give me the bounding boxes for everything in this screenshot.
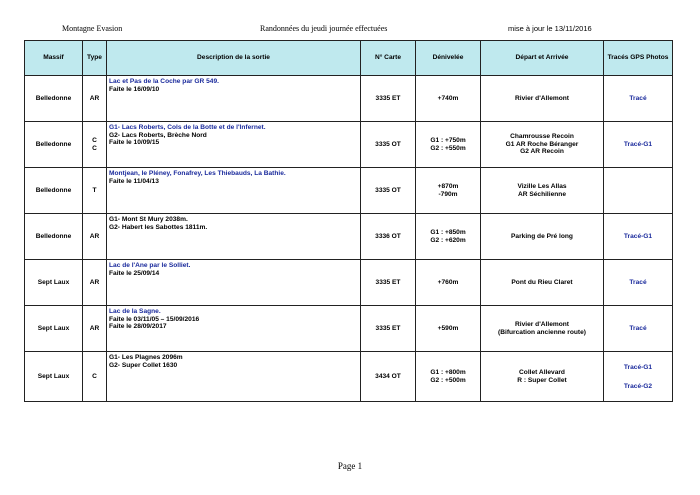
elevation-value: +760m: [437, 278, 459, 286]
cell-description: [107, 122, 361, 168]
description-line: G1- Les Plagnes 2096m: [109, 354, 183, 361]
type-code: AR: [89, 94, 100, 102]
description-line: Faite le 25/09/14: [109, 269, 160, 277]
elevation-value: +870m: [437, 182, 459, 190]
type-code: T: [92, 186, 97, 194]
description-line: Faite le 10/09/15: [109, 139, 160, 147]
table-row: [25, 306, 673, 352]
description-line: Faite le 11/04/13: [109, 177, 159, 185]
cell-depart: [481, 306, 604, 352]
elevation-value: G1 : +850m: [430, 228, 466, 236]
outing-title-link[interactable]: Montjean, le Pléney, Fonafrey, Les Thiebauds, La Bathie.: [109, 170, 286, 177]
start-end-line: Pont du Rieu Claret: [511, 278, 573, 286]
cell-denivele: [416, 352, 481, 402]
col-description: Description de la sortie: [107, 41, 361, 76]
cell-denivele: [416, 168, 481, 214]
cell-type: [83, 122, 107, 168]
cell-depart: [481, 214, 604, 260]
table-row: [25, 214, 673, 260]
start-end-line: Rivier d'Allemont: [515, 320, 569, 328]
description-line: G2- Super Collet 1630: [109, 361, 178, 369]
cell-carte: 3336 OT: [361, 214, 416, 260]
gps-trace-link[interactable]: Tracé: [629, 325, 647, 332]
cell-denivele: [416, 76, 481, 122]
description-line: Faite le 03/11/05 – 15/09/2016: [109, 315, 200, 323]
cell-description: [107, 352, 361, 402]
elevation-value: G2 : +620m: [430, 236, 466, 244]
cell-type: [83, 260, 107, 306]
start-end-line: G1 AR Roche Béranger: [505, 140, 579, 148]
cell-denivele: [416, 260, 481, 306]
cell-description: [107, 168, 361, 214]
cell-massif: Sept Laux: [25, 352, 83, 402]
start-end-line: G2 AR Recoin: [520, 148, 564, 156]
outing-title-link[interactable]: Lac de l'Ane par le Solliet.: [109, 262, 191, 269]
org-name: Montagne Evasion: [62, 24, 123, 33]
cell-type: [83, 352, 107, 402]
elevation-value: G2 : +500m: [430, 376, 466, 384]
col-denivele: Dénivelée: [416, 41, 481, 76]
elevation-value: G2 : +550m: [430, 144, 466, 152]
cell-denivele: [416, 214, 481, 260]
elevation-value: G1 : +750m: [430, 136, 466, 144]
description-line: Faite le 28/09/2017: [109, 323, 167, 331]
cell-denivele: [416, 122, 481, 168]
cell-traces: [604, 214, 673, 260]
elevation-value: G1 : +800m: [430, 368, 466, 376]
description-line: G2- Lacs Roberts, Brèche Nord: [109, 131, 207, 139]
col-traces: Tracés GPS Photos: [604, 41, 673, 76]
cell-depart: [481, 122, 604, 168]
cell-massif: Belledonne: [25, 122, 83, 168]
gps-trace-link[interactable]: Tracé: [629, 95, 647, 102]
cell-traces: [604, 122, 673, 168]
cell-carte: 3335 OT: [361, 122, 416, 168]
elevation-value: -790m: [438, 190, 458, 198]
start-end-line: Chamrousse Recoin: [510, 133, 574, 141]
table-row: [25, 168, 673, 214]
gps-trace-link[interactable]: Tracé-G1: [623, 233, 653, 240]
page-number: Page 1: [337, 461, 363, 471]
cell-traces: [604, 76, 673, 122]
col-massif: Massif: [25, 41, 83, 76]
description-line: G1- Mont St Mury 2038m.: [109, 216, 188, 223]
elevation-value: +590m: [437, 324, 459, 332]
start-end-line: Parking de Pré long: [511, 232, 573, 240]
table-row: [25, 76, 673, 122]
type-code: AR: [89, 278, 100, 286]
type-code: AR: [89, 324, 100, 332]
cell-massif: Sept Laux: [25, 260, 83, 306]
start-end-line: Rivier d'Allemont: [515, 94, 569, 102]
description-line: G2- Habert les Sabottes 1811m.: [109, 223, 208, 231]
cell-description: [107, 214, 361, 260]
hikes-table: [24, 40, 673, 402]
cell-traces: [604, 306, 673, 352]
cell-carte: 3335 ET: [361, 260, 416, 306]
col-type: Type: [83, 41, 107, 76]
gps-trace-link[interactable]: Tracé: [629, 279, 647, 286]
cell-type: [83, 214, 107, 260]
col-carte: N° Carte: [361, 41, 416, 76]
table-header-row: [25, 41, 673, 76]
table-row: [25, 352, 673, 402]
cell-traces: [604, 352, 673, 402]
type-code: AR: [89, 232, 100, 240]
elevation-value: +740m: [437, 94, 459, 102]
cell-massif: Belledonne: [25, 76, 83, 122]
cell-carte: 3335 ET: [361, 306, 416, 352]
cell-carte: 3335 OT: [361, 168, 416, 214]
cell-description: [107, 260, 361, 306]
cell-carte: 3434 OT: [361, 352, 416, 402]
cell-depart: [481, 352, 604, 402]
description-line: Faite le 16/09/10: [109, 85, 160, 93]
cell-massif: Sept Laux: [25, 306, 83, 352]
cell-massif: Belledonne: [25, 168, 83, 214]
table-row: [25, 122, 673, 168]
cell-denivele: [416, 306, 481, 352]
cell-depart: [481, 168, 604, 214]
update-date: mise à jour le 13/11/2016: [508, 24, 592, 33]
cell-type: [83, 168, 107, 214]
cell-depart: [481, 260, 604, 306]
cell-description: [107, 76, 361, 122]
start-end-line: R : Super Collet: [517, 376, 567, 384]
cell-type: [83, 306, 107, 352]
gps-trace-link[interactable]: Tracé-G1: [623, 141, 653, 148]
cell-massif: Belledonne: [25, 214, 83, 260]
cell-traces: [604, 168, 673, 214]
start-end-line: (Bifurcation ancienne route): [498, 328, 586, 336]
cell-traces: [604, 260, 673, 306]
gps-trace-link[interactable]: Tracé-G1: [623, 363, 653, 371]
cell-description: [107, 306, 361, 352]
type-code: C: [92, 144, 97, 152]
start-end-line: Collet Allevard: [519, 368, 565, 376]
start-end-line: Vizille Les Allas: [517, 182, 567, 190]
type-code: C: [92, 136, 97, 144]
outing-title-link[interactable]: Lac et Pas de la Coche par GR 549.: [109, 78, 219, 85]
document-title: Randonnées du jeudi journée effectuées: [260, 24, 388, 33]
outing-title-link[interactable]: G1- Lacs Roberts, Cols de la Botte et de l'Infernet.: [109, 124, 266, 131]
gps-trace-link[interactable]: Tracé-G2: [623, 382, 653, 390]
type-code: C: [92, 372, 97, 380]
cell-depart: [481, 76, 604, 122]
cell-carte: 3335 ET: [361, 76, 416, 122]
start-end-line: AR Séchilienne: [517, 190, 566, 198]
col-depart: Départ et Arrivée: [481, 41, 604, 76]
cell-type: [83, 76, 107, 122]
table-row: [25, 260, 673, 306]
outing-title-link[interactable]: Lac de la Sagne.: [109, 308, 161, 315]
